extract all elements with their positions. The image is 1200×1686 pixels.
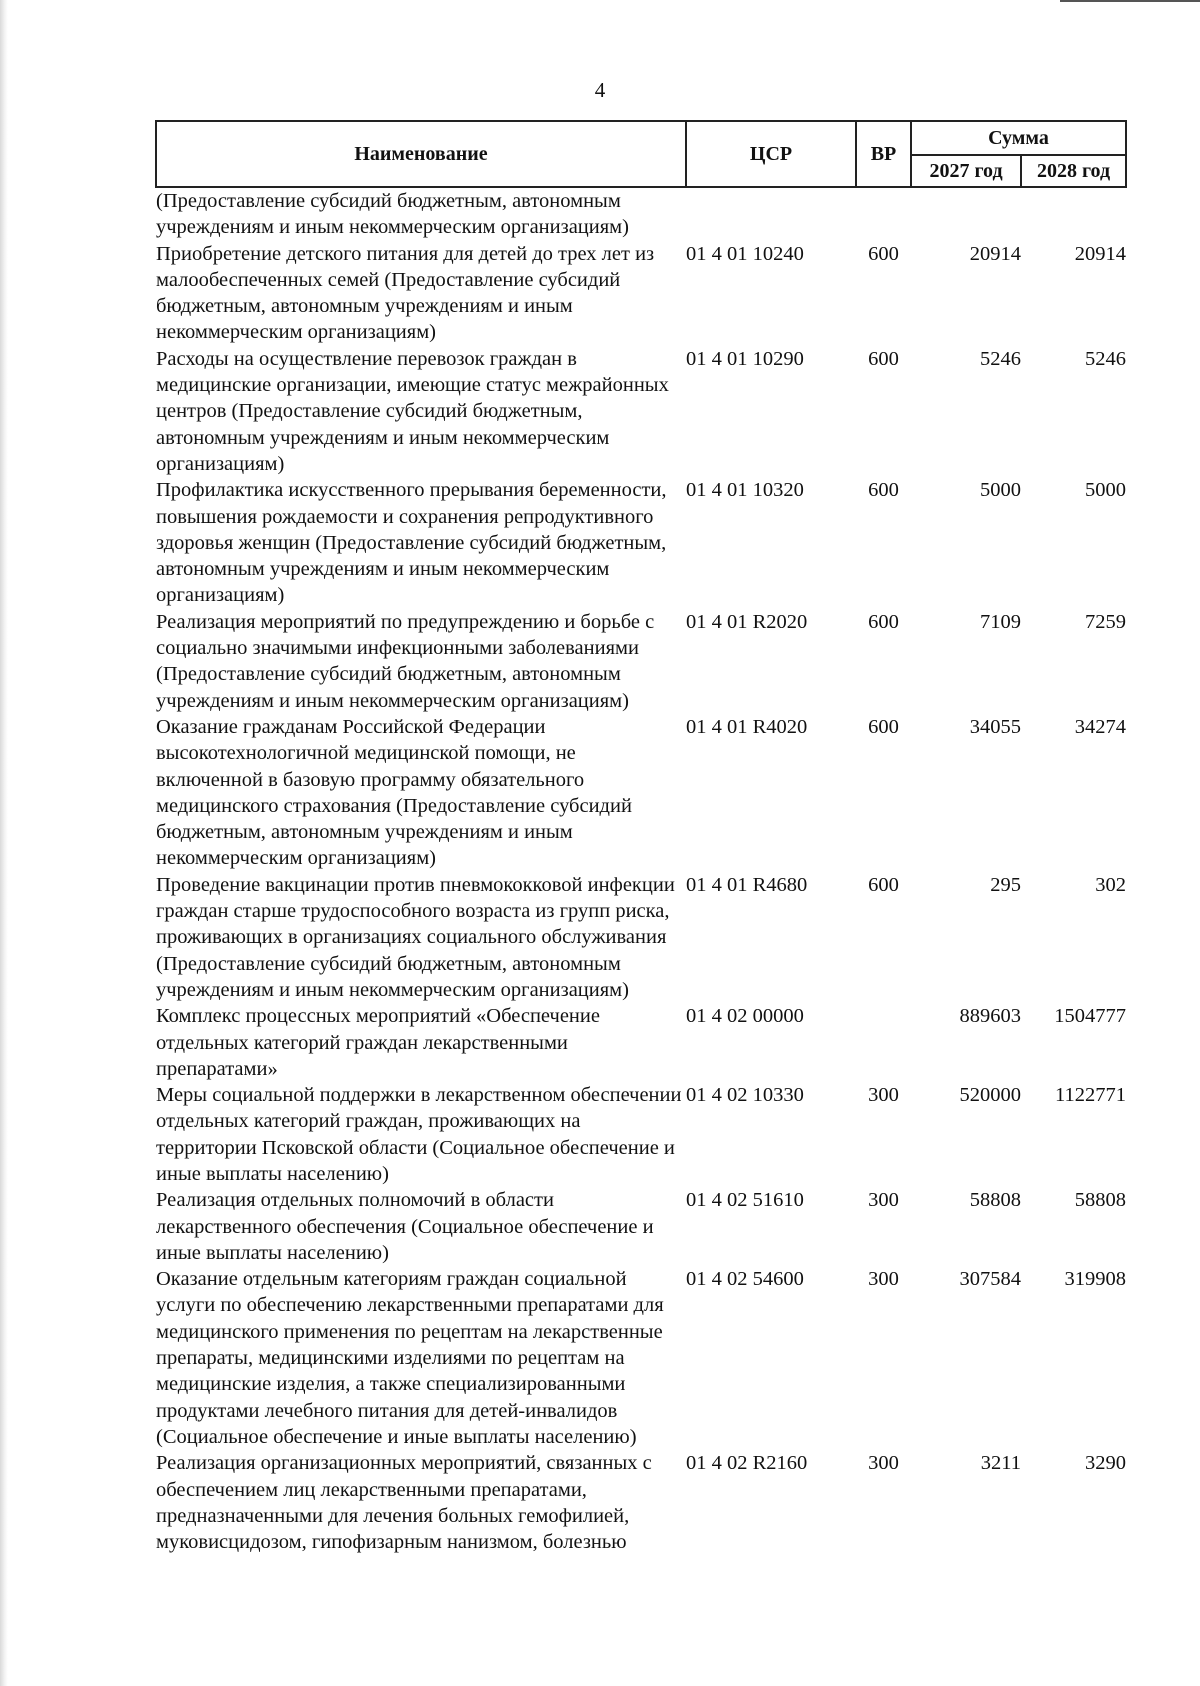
row-2028-cell: 319908: [1064, 1268, 1127, 1291]
row-vr-cell: 600: [868, 242, 899, 265]
row-2027-cell: 295: [990, 873, 1021, 896]
scan-edge: [0, 0, 8, 1686]
table-row: [156, 1082, 1126, 1187]
row-name-cell: Расходы на осуществление перевозок граждан в медицинские организации, имеющие статус межрайонных центров (Предоставление субсидий бюджетным, автономным учреждениям и иным некоммерческим организациям): [156, 347, 669, 475]
row-csr-cell: 01 4 01 10290: [686, 347, 804, 370]
table-body: [156, 187, 1126, 1555]
table-row: [156, 1266, 1126, 1450]
row-2028-cell: 3290: [1085, 1452, 1127, 1475]
header-csr: ЦСР: [686, 121, 856, 187]
row-csr-cell: 01 4 02 51610: [686, 1189, 804, 1212]
row-2027-cell: 34055: [969, 715, 1021, 738]
row-csr-cell: 01 4 02 10330: [686, 1084, 804, 1107]
row-2028-cell: 58808: [1074, 1189, 1127, 1212]
table-row: [156, 872, 1126, 1003]
header-vr: ВР: [856, 121, 911, 187]
row-vr-cell: 600: [868, 479, 899, 502]
row-csr-cell: [686, 187, 856, 241]
row-2028-cell: [1021, 187, 1126, 241]
row-name-cell: Проведение вакцинации против пневмококковой инфекции граждан старше трудоспособного возраста из групп риска, проживающих в организациях социального обслуживания (Предоставление субсидий бюджетным, автономным учреждениям и иным некоммерческим организациям): [156, 873, 675, 1001]
row-2028-cell: 20914: [1074, 242, 1127, 265]
table-row: [156, 1187, 1126, 1266]
row-2027-cell: 307584: [959, 1268, 1021, 1291]
row-vr-cell: 600: [868, 347, 899, 370]
row-name-cell: Реализация организационных мероприятий, связанных с обеспечением лиц лекарственными препаратами, предназначенными для лечения больных гемофилией, муковисцидозом, гипофизарным нанизмом, болезнью: [156, 1452, 652, 1554]
row-2028-cell: 5000: [1085, 479, 1127, 502]
row-name-cell: Приобретение детского питания для детей до трех лет из малообеспеченных семей (Предоставление субсидий бюджетным, автономным учреждениям и иным некоммерческим организациям): [156, 242, 655, 344]
table-header: [156, 121, 1126, 187]
header-name: Наименование: [156, 121, 686, 187]
row-csr-cell: 01 4 02 00000: [686, 1005, 804, 1028]
row-2027-cell: 889603: [959, 1005, 1021, 1028]
row-2027-cell: 5000: [980, 479, 1021, 502]
row-2028-cell: 302: [1095, 873, 1127, 896]
table-row: [156, 1450, 1126, 1555]
row-vr-cell: [856, 1003, 911, 1082]
row-csr-cell: 01 4 02 R2160: [686, 1452, 808, 1475]
row-name-cell: Реализация отдельных полномочий в области лекарственного обеспечения (Социальное обеспечение и иные выплаты населению): [156, 1189, 654, 1264]
table-row: [156, 714, 1126, 872]
row-name-cell: (Предоставление субсидий бюджетным, автономным учреждениям и иным некоммерческим организациям): [156, 190, 629, 239]
row-2027-cell: 58808: [969, 1189, 1021, 1212]
row-2027-cell: 3211: [980, 1452, 1021, 1475]
row-csr-cell: 01 4 02 54600: [686, 1268, 804, 1291]
table-row: [156, 187, 1126, 241]
header-year-2027: 2027 год: [911, 155, 1021, 187]
row-name-cell: Профилактика искусственного прерывания беременности, повышения рождаемости и сохранения репродуктивного здоровья женщин (Предоставление субсидий бюджетным, автономным учреждениям и иным некоммерческим организациям): [156, 479, 667, 607]
row-csr-cell: 01 4 01 R4020: [686, 715, 808, 738]
row-vr-cell: 600: [868, 873, 899, 896]
row-2027-cell: 5246: [980, 347, 1021, 370]
scan-mark: [1060, 0, 1200, 6]
row-2028-cell: 1122771: [1055, 1084, 1127, 1107]
row-csr-cell: 01 4 01 10320: [686, 479, 804, 502]
table-row: [156, 241, 1126, 346]
table-row: [156, 477, 1126, 608]
row-vr-cell: 300: [868, 1268, 899, 1291]
row-2028-cell: 1504777: [1054, 1005, 1127, 1028]
row-name-cell: Оказание отдельным категориям граждан социальной услуги по обеспечению лекарственными препаратами для медицинского применения по рецептам на лекарственные препараты, медицинскими изделиями по рецептам на медицинские изделия, а также специализированными продуктами лечебного питания для детей-инвалидов (Социальное обеспечение и иные выплаты населению): [156, 1268, 664, 1448]
row-csr-cell: 01 4 01 R2020: [686, 610, 808, 633]
row-2027-cell: [911, 187, 1021, 241]
row-vr-cell: 300: [868, 1452, 899, 1475]
row-2027-cell: 7109: [980, 610, 1021, 633]
row-2028-cell: 7259: [1085, 610, 1127, 633]
row-csr-cell: 01 4 01 10240: [686, 242, 804, 265]
row-2027-cell: 20914: [969, 242, 1021, 265]
budget-table: [155, 120, 1127, 1555]
row-vr-cell: 600: [868, 715, 899, 738]
row-vr-cell: 600: [868, 610, 899, 633]
row-2028-cell: 34274: [1074, 715, 1127, 738]
row-2028-cell: 5246: [1085, 347, 1127, 370]
row-vr-cell: 300: [868, 1189, 899, 1212]
row-vr-cell: 300: [868, 1084, 899, 1107]
row-name-cell: Меры социальной поддержки в лекарственном обеспечении отдельных категорий граждан, проживающих на территории Псковской области (Социальное обеспечение и иные выплаты населению): [156, 1084, 682, 1185]
row-name-cell: Комплекс процессных мероприятий «Обеспечение отдельных категорий граждан лекарственными препаратами»: [156, 1005, 600, 1080]
row-2027-cell: 520000: [959, 1084, 1021, 1107]
row-name-cell: Реализация мероприятий по предупреждению и борьбе с социально значимыми инфекционными заболеваниями (Предоставление субсидий бюджетным, автономным учреждениям и иным некоммерческим организациям): [156, 610, 655, 712]
row-csr-cell: 01 4 01 R4680: [686, 873, 808, 896]
header-sum: Сумма: [911, 121, 1126, 155]
table-row: [156, 609, 1126, 714]
row-vr-cell: [856, 187, 911, 241]
header-year-2028: 2028 год: [1021, 155, 1126, 187]
table-row: [156, 1003, 1126, 1082]
table-row: [156, 346, 1126, 477]
row-name-cell: Оказание гражданам Российской Федерации высокотехнологичной медицинской помощи, не включенной в базовую программу обязательного медицинского страхования (Предоставление субсидий бюджетным, автономным учреждениям и иным некоммерческим организациям): [156, 715, 632, 870]
page-number: 4: [594, 78, 606, 102]
